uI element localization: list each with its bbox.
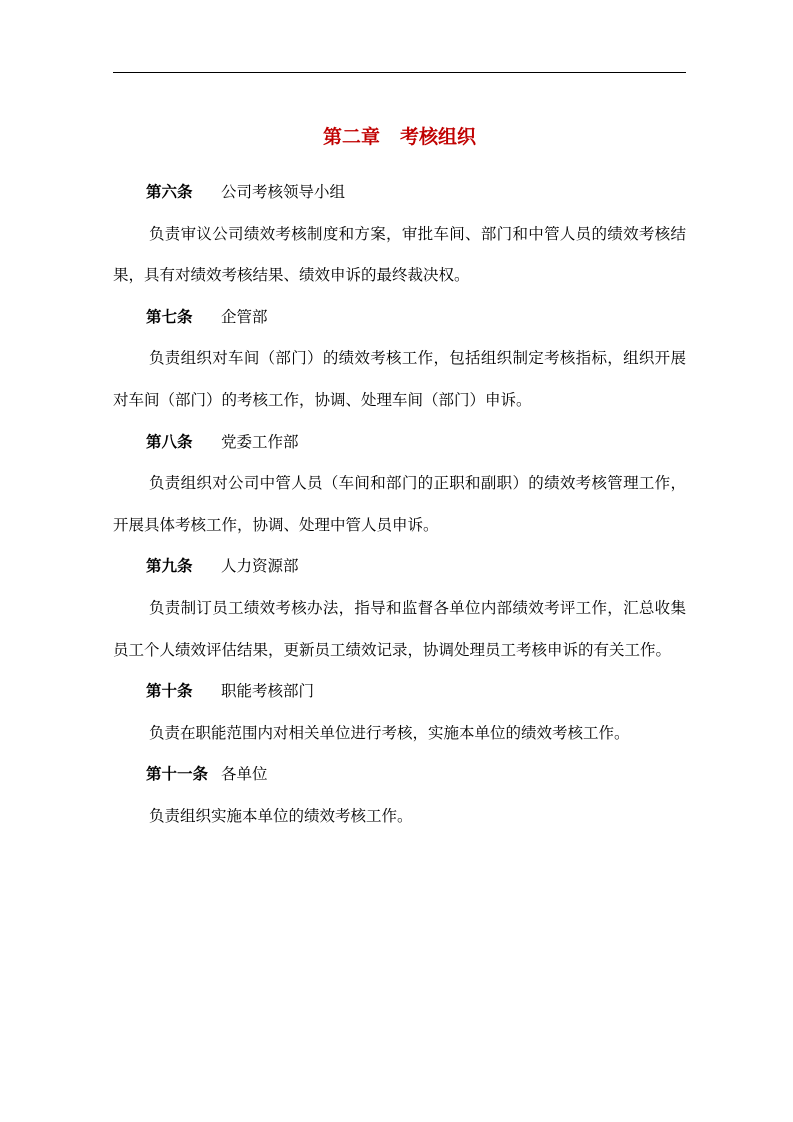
article-body-line: 开展具体考核工作，协调、处理中管人员申诉。 [113, 515, 439, 534]
chapter-number: 第二章 [322, 126, 380, 148]
article-heading [113, 422, 686, 464]
article-heading-text: 企管部 [221, 307, 268, 326]
article-heading [113, 297, 686, 339]
article-label: 第六条 [146, 183, 193, 201]
article-body-line: 果，具有对绩效考核结果、绩效申诉的最终裁决权。 [113, 266, 470, 285]
article-body-line: 负责组织对公司中管人员（车间和部门的正职和副职）的绩效考核管理工作， [149, 474, 686, 493]
chapter-title [113, 122, 686, 149]
article-body-line: 负责组织实施本单位的绩效考核工作。 [149, 806, 413, 825]
header-rule [113, 72, 686, 73]
article-body-line: 员工个人绩效评估结果，更新员工绩效记录，协调处理员工考核申诉的有关工作。 [113, 640, 672, 659]
article-body-line: 负责审议公司绩效考核制度和方案，审批车间、部门和中管人员的绩效考核结 [149, 224, 686, 243]
article-label: 第八条 [146, 432, 193, 451]
article-label: 第九条 [146, 557, 193, 576]
article-body-line: 负责组织对车间（部门）的绩效考核工作，包括组织制定考核指标，组织开展 [149, 349, 686, 368]
article-heading [113, 671, 686, 713]
article-label: 第七条 [146, 307, 193, 326]
article-heading-text: 人力资源部 [221, 557, 299, 576]
article-heading-text: 各单位 [221, 765, 268, 784]
document-body [113, 172, 686, 838]
article-heading-text: 公司考核领导小组 [221, 183, 346, 201]
article-label: 第十条 [146, 682, 193, 701]
article-heading [113, 546, 686, 588]
chapter-name: 考核组织 [400, 126, 477, 148]
article-heading [113, 754, 686, 796]
article-label: 第十一条 [146, 765, 209, 784]
article-body-line: 对车间（部门）的考核工作，协调、处理车间（部门）申诉。 [113, 390, 532, 409]
article-heading [113, 172, 686, 214]
article-body-line: 负责在职能范围内对相关单位进行考核，实施本单位的绩效考核工作。 [149, 723, 630, 742]
article-heading-text: 党委工作部 [221, 432, 299, 451]
article-heading-text: 职能考核部门 [221, 682, 315, 701]
article-body-line: 负责制订员工绩效考核办法，指导和监督各单位内部绩效考评工作，汇总收集 [149, 598, 686, 617]
